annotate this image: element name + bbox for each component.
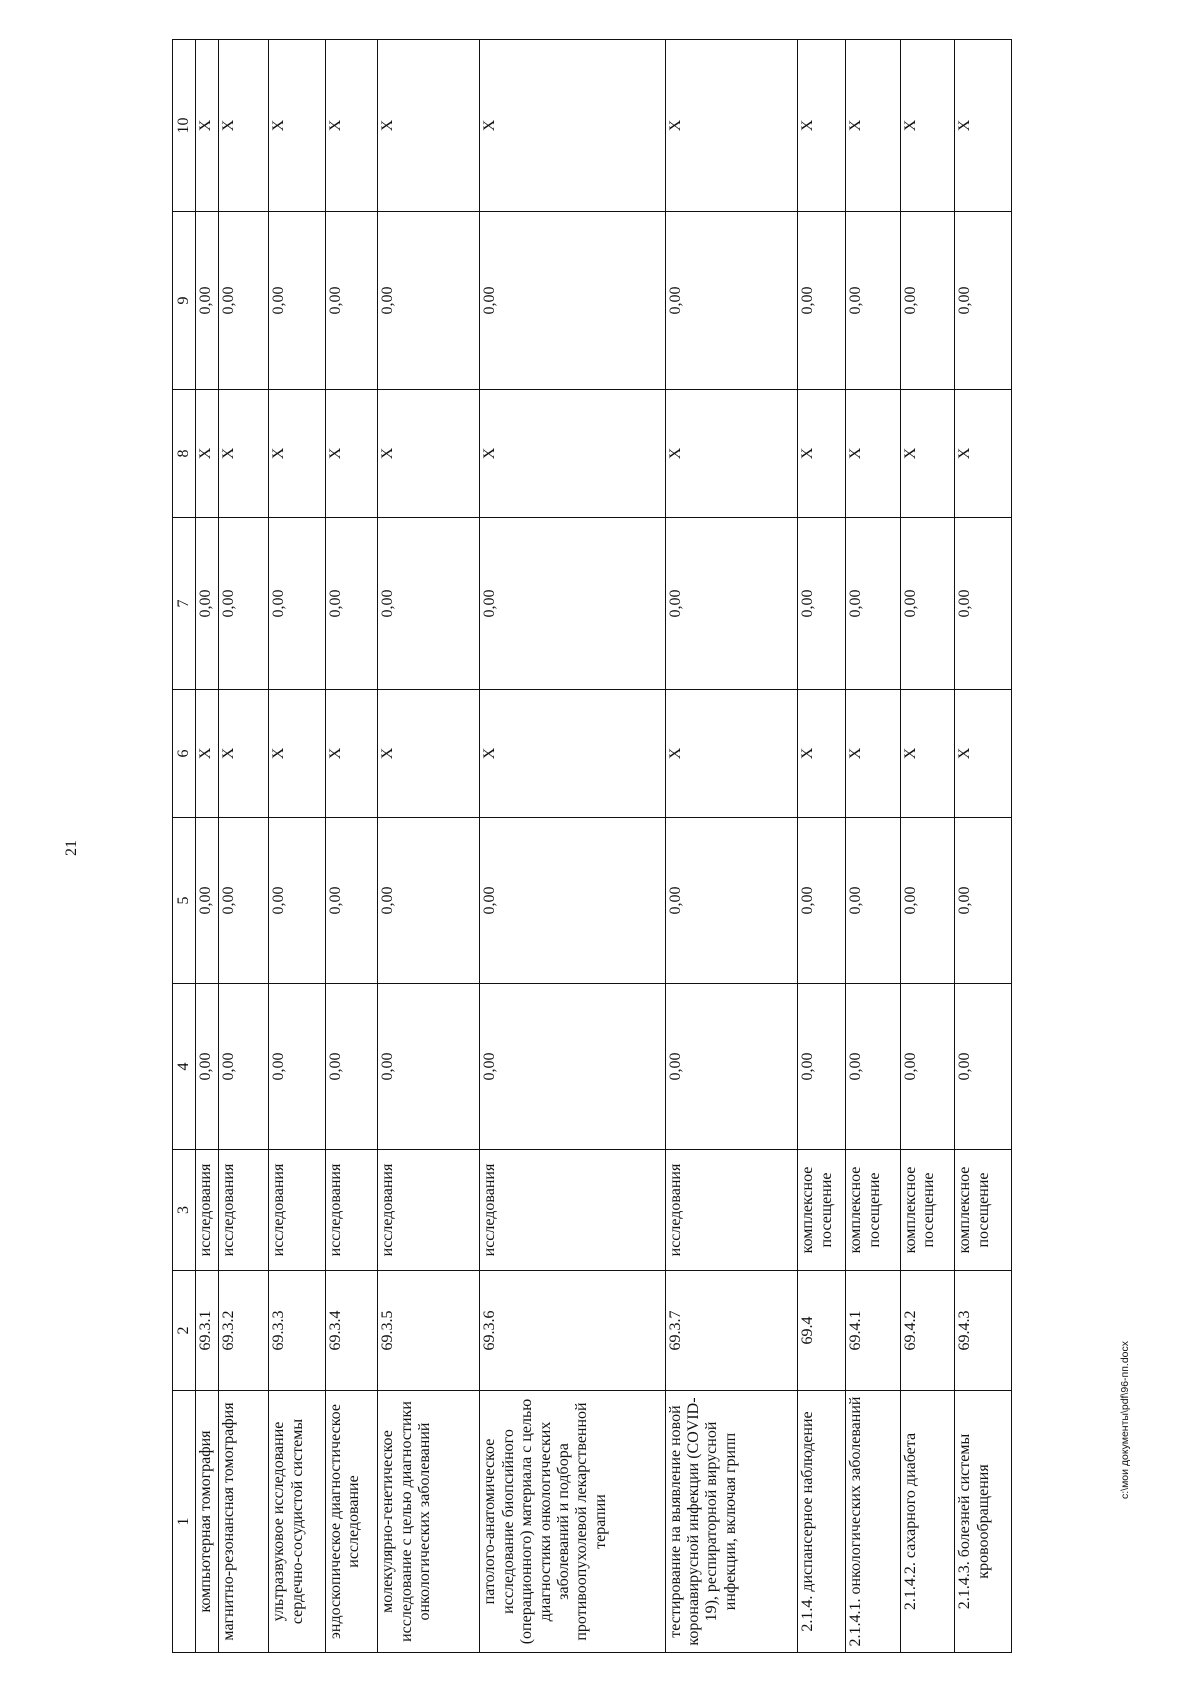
table-row xyxy=(798,40,846,1653)
code-cell: 69.3.5 xyxy=(378,1271,480,1391)
header-cell: 2 xyxy=(173,1271,196,1391)
service-name-cell: компьютерная томография xyxy=(195,1391,218,1653)
marker-cell: X xyxy=(219,40,269,212)
header-cell: 7 xyxy=(173,518,196,690)
header-cell: 5 xyxy=(173,818,196,984)
value-cell: 0,00 xyxy=(846,818,900,984)
marker-cell: X xyxy=(846,40,900,212)
unit-cell: исследования xyxy=(378,1150,480,1271)
code-cell: 69.3.7 xyxy=(665,1271,798,1391)
header-cell: 1 xyxy=(173,1391,196,1653)
marker-cell: X xyxy=(665,40,798,212)
value-cell: 0,00 xyxy=(798,818,846,984)
unit-cell: комплексное посещение xyxy=(900,1150,954,1271)
value-cell: 0,00 xyxy=(378,818,480,984)
value-cell: 0,00 xyxy=(195,212,218,390)
marker-cell: X xyxy=(378,390,480,518)
value-cell: 0,00 xyxy=(955,984,1012,1150)
value-cell: 0,00 xyxy=(480,518,665,690)
value-cell: 0,00 xyxy=(325,212,377,390)
table-row xyxy=(195,40,218,1653)
code-cell: 69.3.2 xyxy=(219,1271,269,1391)
marker-cell: X xyxy=(195,390,218,518)
value-cell: 0,00 xyxy=(378,984,480,1150)
value-cell: 0,00 xyxy=(480,984,665,1150)
value-cell: 0,00 xyxy=(219,518,269,690)
value-cell: 0,00 xyxy=(219,984,269,1150)
marker-cell: X xyxy=(900,390,954,518)
service-name-cell: 2.1.4.3. болезней системы кровообращения xyxy=(955,1391,1012,1653)
unit-cell: исследования xyxy=(325,1150,377,1271)
marker-cell: X xyxy=(480,390,665,518)
marker-cell: X xyxy=(269,690,326,818)
value-cell: 0,00 xyxy=(480,212,665,390)
header-cell: 10 xyxy=(173,40,196,212)
value-cell: 0,00 xyxy=(378,518,480,690)
value-cell: 0,00 xyxy=(195,818,218,984)
table-header-row xyxy=(173,40,196,1653)
marker-cell: X xyxy=(480,40,665,212)
code-cell: 69.4.3 xyxy=(955,1271,1012,1391)
code-cell: 69.4.1 xyxy=(846,1271,900,1391)
value-cell: 0,00 xyxy=(325,984,377,1150)
data-table xyxy=(172,39,1012,1653)
unit-cell: исследования xyxy=(480,1150,665,1271)
table-row xyxy=(325,40,377,1653)
marker-cell: X xyxy=(195,40,218,212)
service-name-cell: 2.1.4. диспансерное наблюдение xyxy=(798,1391,846,1653)
unit-cell: исследования xyxy=(219,1150,269,1271)
value-cell: 0,00 xyxy=(480,818,665,984)
marker-cell: X xyxy=(955,40,1012,212)
service-name-cell: тестирование на выявление новой коронавирусной инфекции (COVID-19), респираторной вирусной инфекции, включая грипп xyxy=(665,1391,798,1653)
code-cell: 69.3.3 xyxy=(269,1271,326,1391)
table-row xyxy=(900,40,954,1653)
value-cell: 0,00 xyxy=(900,818,954,984)
marker-cell: X xyxy=(195,690,218,818)
value-cell: 0,00 xyxy=(955,212,1012,390)
service-name-cell: ультразвуковое исследование сердечно-сосудистой системы xyxy=(269,1391,326,1653)
code-cell: 69.3.6 xyxy=(480,1271,665,1391)
header-cell: 9 xyxy=(173,212,196,390)
unit-cell: исследования xyxy=(269,1150,326,1271)
value-cell: 0,00 xyxy=(269,212,326,390)
value-cell: 0,00 xyxy=(846,212,900,390)
service-name-cell: 2.1.4.2. сахарного диабета xyxy=(900,1391,954,1653)
header-cell: 3 xyxy=(173,1150,196,1271)
service-name-cell: молекулярно-генетическое исследование с целью диагностики онкологических заболеваний xyxy=(378,1391,480,1653)
table-row xyxy=(955,40,1012,1653)
unit-cell: исследования xyxy=(665,1150,798,1271)
code-cell: 69.4 xyxy=(798,1271,846,1391)
value-cell: 0,00 xyxy=(846,518,900,690)
page-number: 21 xyxy=(63,840,80,856)
marker-cell: X xyxy=(955,390,1012,518)
marker-cell: X xyxy=(480,690,665,818)
table-row xyxy=(480,40,665,1653)
marker-cell: X xyxy=(846,690,900,818)
header-cell: 8 xyxy=(173,390,196,518)
table-row xyxy=(378,40,480,1653)
value-cell: 0,00 xyxy=(798,518,846,690)
unit-cell: исследования xyxy=(195,1150,218,1271)
marker-cell: X xyxy=(900,40,954,212)
marker-cell: X xyxy=(325,390,377,518)
marker-cell: X xyxy=(269,390,326,518)
code-cell: 69.3.1 xyxy=(195,1271,218,1391)
value-cell: 0,00 xyxy=(955,818,1012,984)
value-cell: 0,00 xyxy=(269,818,326,984)
value-cell: 0,00 xyxy=(665,984,798,1150)
value-cell: 0,00 xyxy=(195,518,218,690)
marker-cell: X xyxy=(798,40,846,212)
value-cell: 0,00 xyxy=(846,984,900,1150)
marker-cell: X xyxy=(955,690,1012,818)
value-cell: 0,00 xyxy=(665,518,798,690)
unit-cell: комплексное посещение xyxy=(846,1150,900,1271)
value-cell: 0,00 xyxy=(219,212,269,390)
table-container xyxy=(172,40,1012,1653)
value-cell: 0,00 xyxy=(900,212,954,390)
service-name-cell: 2.1.4.1. онкологических заболеваний xyxy=(846,1391,900,1653)
table-row xyxy=(665,40,798,1653)
value-cell: 0,00 xyxy=(269,984,326,1150)
value-cell: 0,00 xyxy=(665,818,798,984)
marker-cell: X xyxy=(665,390,798,518)
marker-cell: X xyxy=(325,690,377,818)
marker-cell: X xyxy=(798,690,846,818)
value-cell: 0,00 xyxy=(798,212,846,390)
marker-cell: X xyxy=(900,690,954,818)
service-name-cell: эндоскопическое диагностическое исследование xyxy=(325,1391,377,1653)
value-cell: 0,00 xyxy=(195,984,218,1150)
unit-cell: комплексное посещение xyxy=(798,1150,846,1271)
header-cell: 4 xyxy=(173,984,196,1150)
marker-cell: X xyxy=(846,390,900,518)
value-cell: 0,00 xyxy=(378,212,480,390)
marker-cell: X xyxy=(378,690,480,818)
value-cell: 0,00 xyxy=(900,984,954,1150)
value-cell: 0,00 xyxy=(665,212,798,390)
value-cell: 0,00 xyxy=(955,518,1012,690)
marker-cell: X xyxy=(798,390,846,518)
service-name-cell: магнитно-резонансная томография xyxy=(219,1391,269,1653)
value-cell: 0,00 xyxy=(325,518,377,690)
marker-cell: X xyxy=(219,690,269,818)
marker-cell: X xyxy=(665,690,798,818)
marker-cell: X xyxy=(269,40,326,212)
marker-cell: X xyxy=(219,390,269,518)
code-cell: 69.4.2 xyxy=(900,1271,954,1391)
value-cell: 0,00 xyxy=(325,818,377,984)
value-cell: 0,00 xyxy=(269,518,326,690)
marker-cell: X xyxy=(378,40,480,212)
table-row xyxy=(846,40,900,1653)
marker-cell: X xyxy=(325,40,377,212)
code-cell: 69.3.4 xyxy=(325,1271,377,1391)
table-row xyxy=(269,40,326,1653)
footer-file-path: c:\мои документы\pdf\96-пп.docx xyxy=(1119,1340,1131,1500)
service-name-cell: патолого-анатомическое исследование биопсийного (операционного) материала с целью диагностики онкологических заболеваний и подбора противоопухолевой лекарственной терапии xyxy=(480,1391,665,1653)
value-cell: 0,00 xyxy=(900,518,954,690)
unit-cell: комплексное посещение xyxy=(955,1150,1012,1271)
value-cell: 0,00 xyxy=(219,818,269,984)
header-cell: 6 xyxy=(173,690,196,818)
table-row xyxy=(219,40,269,1653)
value-cell: 0,00 xyxy=(798,984,846,1150)
